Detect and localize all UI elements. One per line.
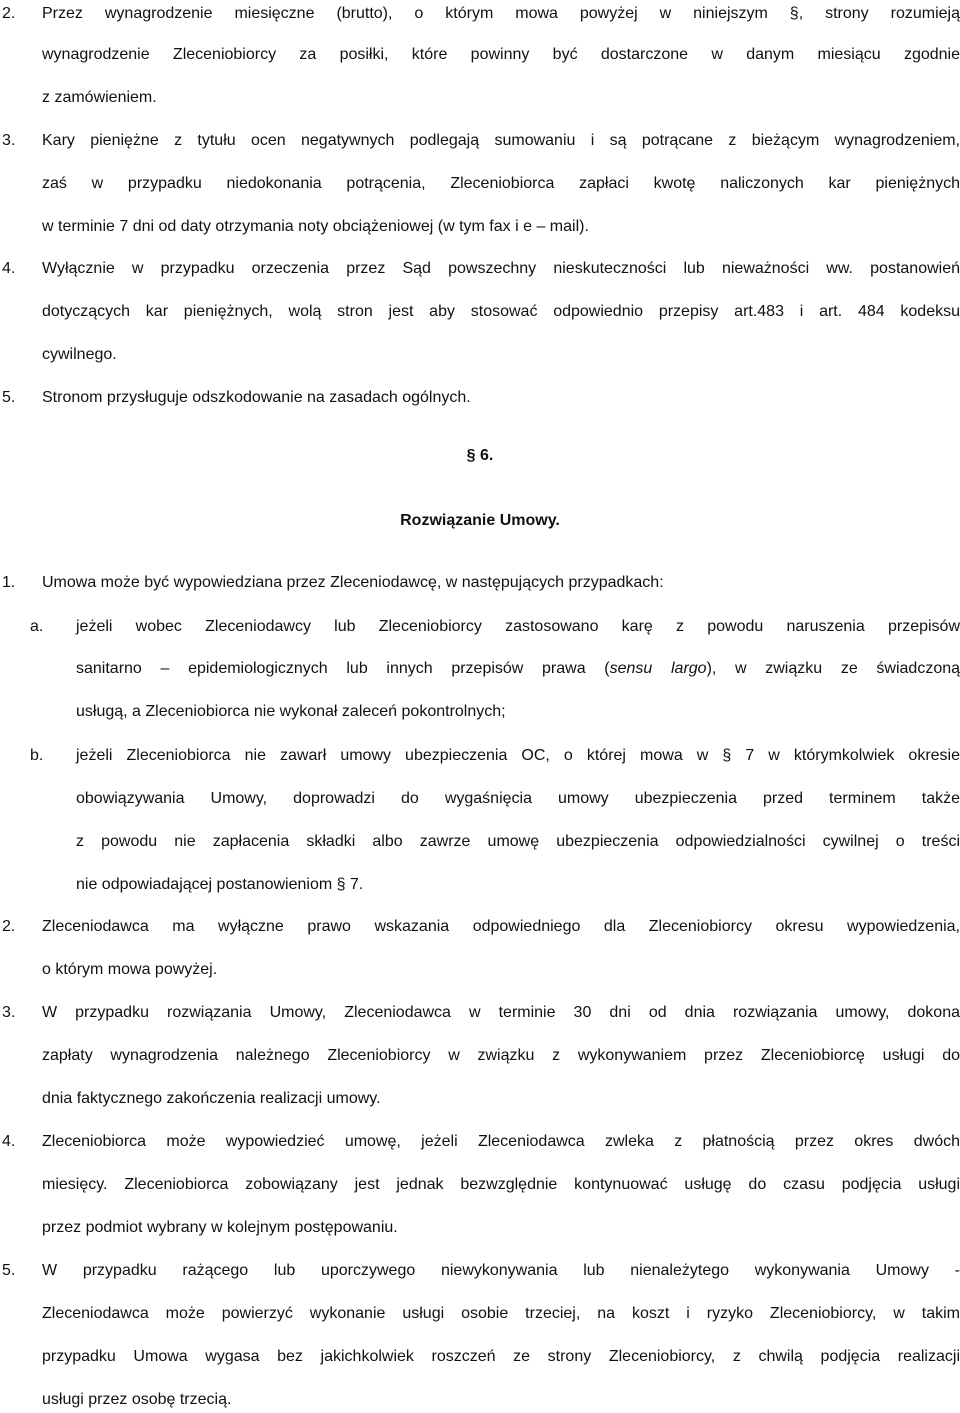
paragraph-line	[76, 659, 960, 679]
list-number: 4.	[2, 260, 16, 277]
italic-text: sensu largo	[609, 660, 707, 677]
paragraph-line: przypadku Umowa wygasa bez jakichkolwiek roszczeń ze strony Zleceniobiorcy, z chwilą podjęcia realizacji	[42, 1348, 960, 1365]
paragraph-line: zaś w przypadku niedokonania potrącenia, Zleceniobiorca zapłaci kwotę naliczonych kar pieniężnych	[42, 175, 960, 192]
section-title: Rozwiązanie Umowy.	[400, 512, 560, 529]
paragraph-line: W przypadku rażącego lub uporczywego niewykonywania lub nienależytego wykonywania Umowy -	[42, 1262, 960, 1279]
paragraph-line: zapłaty wynagrodzenia należnego Zleceniobiorcy w związku z wykonywaniem przez Zleceniobiorcę usługi do	[42, 1047, 960, 1064]
paragraph-line: przez podmiot wybrany w kolejnym postępowaniu.	[42, 1219, 398, 1236]
paragraph-line: Przez wynagrodzenie miesięczne (brutto), o którym mowa powyżej w niniejszym §, strony rozumieją	[42, 5, 960, 22]
paragraph-line: jeżeli Zleceniobiorca nie zawarł umowy ubezpieczenia OC, o której mowa w § 7 w którymkolwiek okresie	[76, 747, 960, 764]
paragraph-line: o którym mowa powyżej.	[42, 961, 218, 978]
paragraph-line: Zleceniodawca ma wyłączne prawo wskazania odpowiedniego dla Zleceniobiorcy okresu wypowiedzenia,	[42, 918, 960, 935]
paragraph-line: Zleceniobiorca może wypowiedzieć umowę, jeżeli Zleceniodawca zwleka z płatnością przez okres dwóch	[42, 1133, 960, 1150]
paragraph-line: Stronom przysługuje odszkodowanie na zasadach ogólnych.	[42, 389, 471, 406]
paragraph-line: wynagrodzenie Zleceniobiorcy za posiłki, które powinny być dostarczone w danym miesiącu zgodnie	[42, 46, 960, 63]
list-number: 2.	[2, 918, 16, 935]
list-number: 3.	[2, 132, 16, 149]
paragraph-line: dnia faktycznego zakończenia realizacji umowy.	[42, 1090, 381, 1107]
paragraph-line: z powodu nie zapłacenia składki albo zawrze umowę ubezpieczenia odpowiedzialności cywilnej o treści	[76, 833, 960, 850]
list-number: 3.	[2, 1004, 16, 1021]
paragraph-line: w terminie 7 dni od daty otrzymania noty obciążeniowej (w tym fax i e – mail).	[42, 218, 589, 235]
list-number: 5.	[2, 389, 16, 406]
paragraph-line: Umowa może być wypowiedziana przez Zleceniodawcę, w następujących przypadkach:	[42, 574, 664, 591]
paragraph-line: nie odpowiadającej postanowieniom § 7.	[76, 876, 364, 893]
paragraph-line: miesięcy. Zleceniobiorca zobowiązany jest jednak bezwzględnie kontynuować usługę do czasu podjęcia usługi	[42, 1176, 960, 1193]
paragraph-line: jeżeli wobec Zleceniodawcy lub Zleceniobiorcy zastosowano karę z powodu naruszenia przepisów	[76, 618, 960, 635]
paragraph-line: cywilnego.	[42, 346, 117, 363]
paragraph-line: usługą, a Zleceniobiorca nie wykonał zaleceń pokontrolnych;	[76, 703, 506, 720]
list-number: 2.	[2, 5, 16, 22]
paragraph-line: z zamówieniem.	[42, 89, 157, 106]
text-run: sanitarno – epidemiologicznych lub innych przepisów prawa (	[76, 660, 610, 677]
section-number: § 6.	[466, 447, 494, 464]
paragraph-line: dotyczących kar pieniężnych, wolą stron jest aby stosować odpowiednio przepisy art.483 i art. 484 kodeksu	[42, 303, 960, 320]
paragraph-line: usługi przez osobę trzecią.	[42, 1391, 232, 1408]
list-number: 1.	[2, 574, 16, 591]
paragraph-line: Zleceniodawca może powierzyć wykonanie usługi osobie trzeciej, na koszt i ryzyko Zleceniobiorcy, w takim	[42, 1305, 960, 1322]
sublist-letter: a.	[30, 618, 44, 635]
sublist-letter: b.	[30, 747, 44, 764]
text-run: ), w związku ze świadczoną	[706, 660, 960, 677]
list-number: 5.	[2, 1262, 16, 1279]
paragraph-line: obowiązywania Umowy, doprowadzi do wygaśnięcia umowy ubezpieczenia przed terminem także	[76, 790, 960, 807]
paragraph-line: Kary pieniężne z tytułu ocen negatywnych podlegają sumowaniu i są potrącane z bieżącym wynagrodzeniem,	[42, 132, 960, 149]
paragraph-line: Wyłącznie w przypadku orzeczenia przez Sąd powszechny nieskuteczności lub nieważności ww. postanowień	[42, 260, 960, 277]
paragraph-line: W przypadku rozwiązania Umowy, Zleceniodawca w terminie 30 dni od dnia rozwiązania umowy, dokona	[42, 1004, 960, 1021]
list-number: 4.	[2, 1133, 16, 1150]
